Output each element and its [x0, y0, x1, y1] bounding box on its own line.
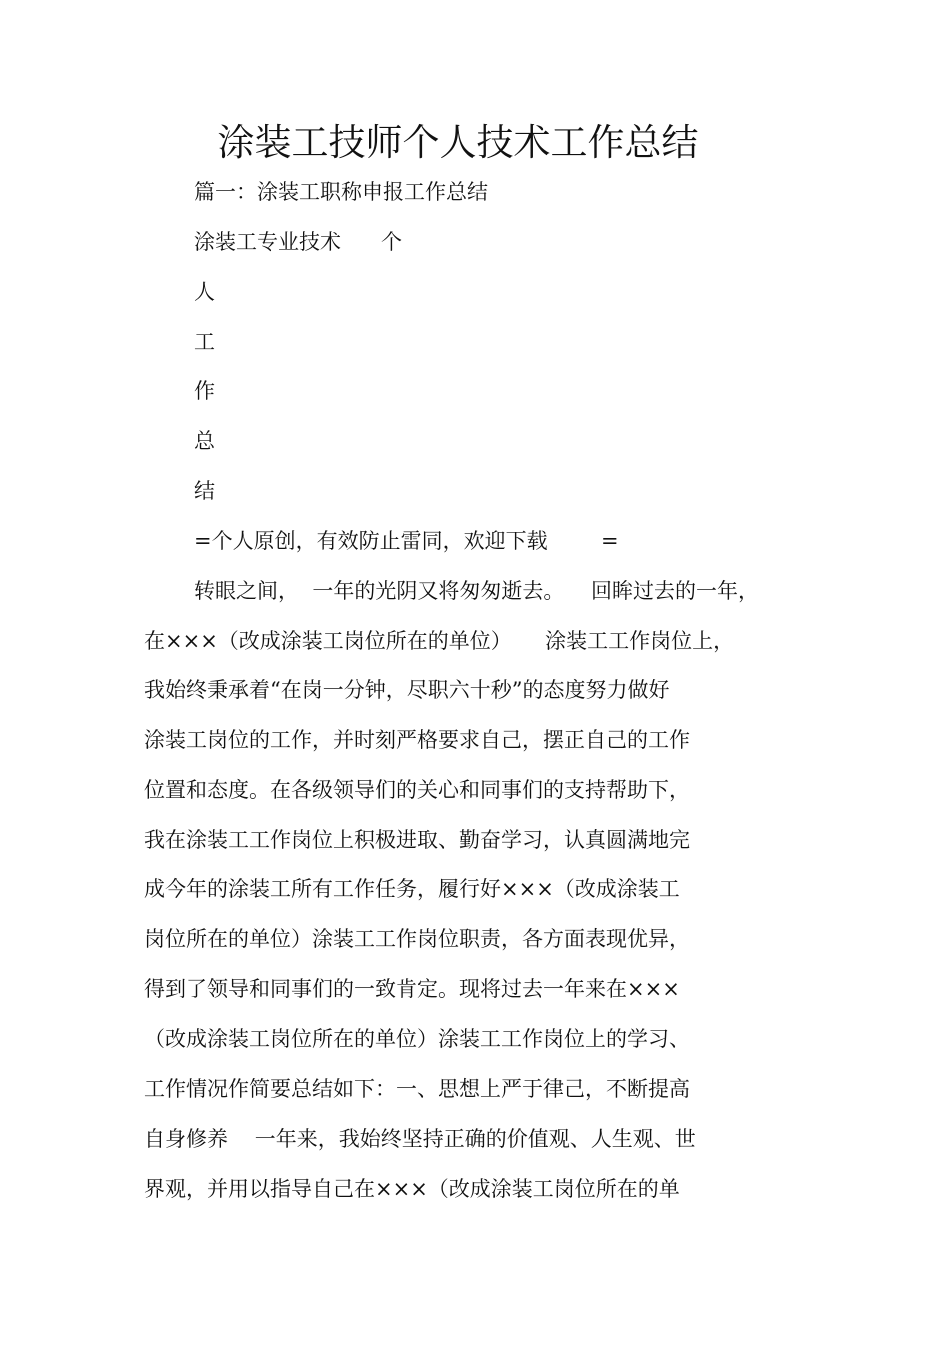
paragraph-line: 位置和态度。在各级领导们的关心和同事们的支持帮助下，	[144, 778, 690, 802]
paragraph-line: 岗位所在的单位）涂装工工作岗位职责，各方面表现优异，	[144, 927, 690, 951]
paragraph-line: 我在涂装工工作岗位上积极进取、勤奋学习，认真圆满地完	[144, 828, 690, 852]
paragraph-line: 得到了领导和同事们的一致肯定。现将过去一年来在×××	[144, 977, 680, 1001]
vertical-heading-char: 结	[194, 479, 215, 503]
paragraph-line: 涂装工岗位的工作，并时刻严格要求自己，摆正自己的工作	[144, 728, 690, 752]
vertical-heading-char: 作	[194, 379, 215, 403]
paragraph-line: 界观，并用以指导自己在×××（改成涂装工岗位所在的单	[144, 1177, 680, 1201]
download-notice: =个人原创，有效防止雷同，欢迎下载 =	[194, 529, 619, 553]
vertical-heading-char: 总	[194, 429, 215, 453]
paragraph-line: 在×××（改成涂装工岗位所在的单位） 涂装工工作岗位上，	[144, 629, 735, 653]
document-title: 涂装工技师个人技术工作总结	[217, 121, 699, 164]
paragraph-line: 工作情况作简要总结如下：一、思想上严于律己，不断提高	[144, 1077, 690, 1101]
paragraph-line: 我始终秉承着“在岗一分钟，尽职六十秒”的态度努力做好	[144, 678, 670, 702]
vertical-heading-char: 人	[194, 280, 215, 304]
paragraph-line: （改成涂装工岗位所在的单位）涂装工工作岗位上的学习、	[144, 1027, 690, 1051]
subtitle: 篇一：涂装工职称申报工作总结	[194, 180, 488, 204]
vertical-heading-first-line: 涂装工专业技术 个	[194, 230, 403, 254]
paragraph-line: 自身修养 一年来，我始终坚持正确的价值观、人生观、世	[144, 1127, 696, 1151]
paragraph-line: 成今年的涂装工所有工作任务，履行好×××（改成涂装工	[144, 877, 680, 901]
paragraph-line: 转眼之间， 一年的光阴又将匆匆逝去。 回眸过去的一年，	[194, 579, 760, 603]
vertical-heading-char: 工	[194, 330, 215, 354]
